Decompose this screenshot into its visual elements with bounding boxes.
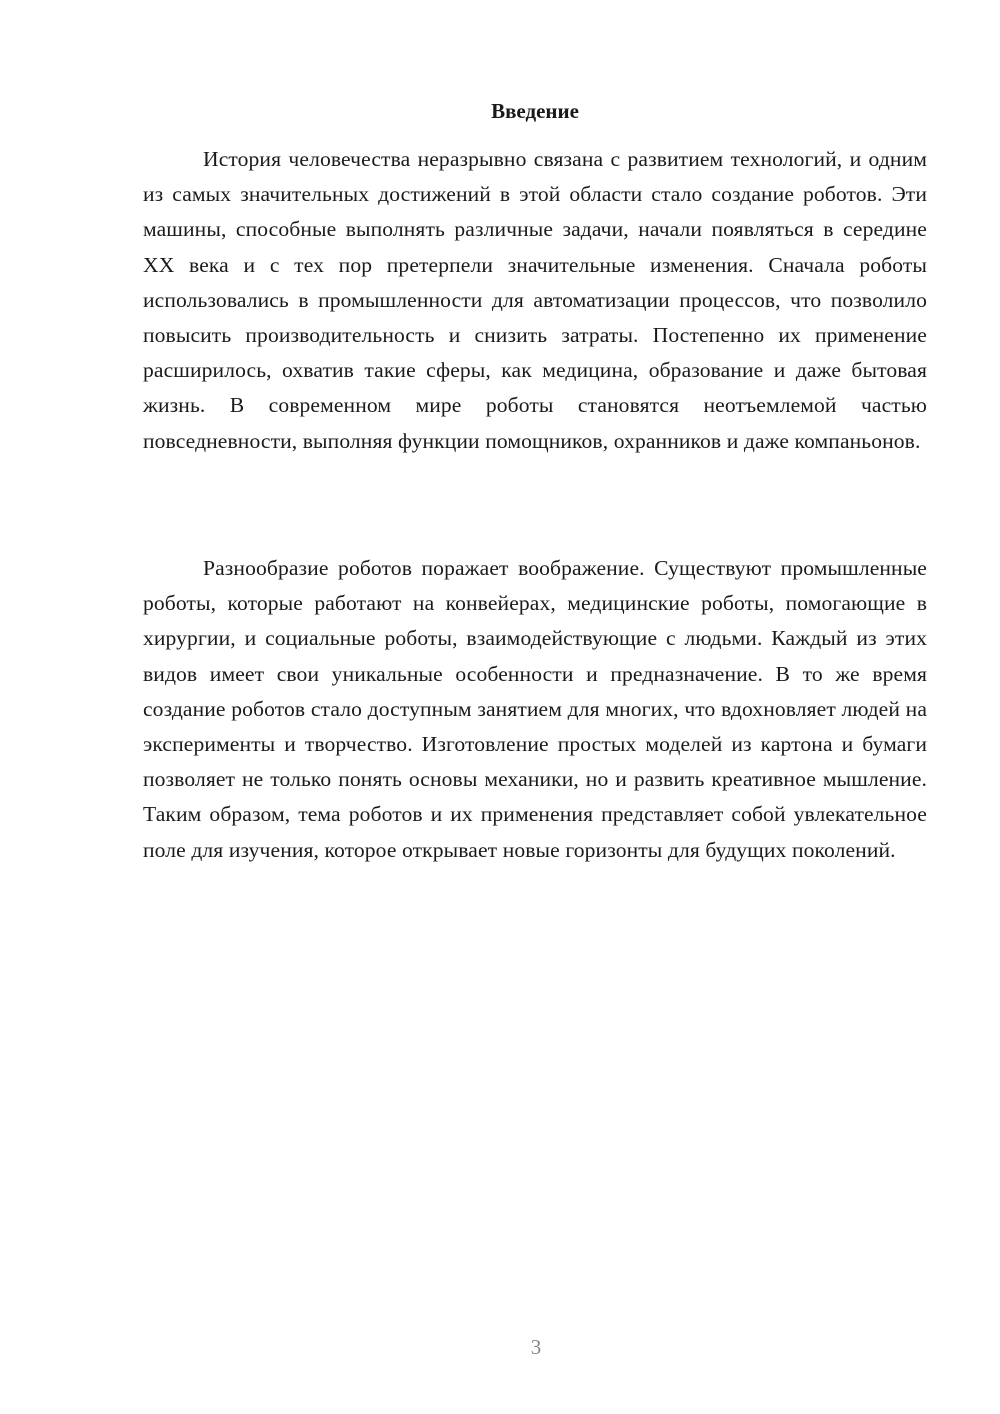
page-number: 3 (530, 1335, 542, 1359)
paragraph-diversity: Разнообразие роботов поражает воображение. Существуют промышленные роботы, которые работают на конвейерах, медицинские роботы, помогающие в хирургии, и социальные роботы, взаимодействующие с людьми. Каждый из этих видов имеет свои уникальные особенности и предназначение. В то же время создание роботов стало доступным занятием для многих, что вдохновляет людей на эксперименты и творчество. Изготовление простых моделей из картона и бумаги позволяет не только понять основы механики, но и развить креативное мышление. Таким образом, тема роботов и их применения представляет собой увлекательное поле для изучения, которое открывает новые горизонты для будущих поколений. (143, 556, 927, 862)
section-heading: Введение (491, 99, 579, 123)
paragraph-history: История человечества неразрывно связана с развитием технологий, и одним из самых значительных достижений в этой области стало создание роботов. Эти машины, способные выполнять различные задачи, начали появляться в середине XX века и с тех пор претерпели значительные изменения. Сначала роботы использовались в промышленности для автоматизации процессов, что позволило повысить производительность и снизить затраты. Постепенно их применение расширилось, охватив такие сферы, как медицина, образование и даже бытовая жизнь. В современном мире роботы становятся неотъемлемой частью повседневности, выполняя функции помощников, охранников и даже компаньонов. (143, 147, 927, 453)
